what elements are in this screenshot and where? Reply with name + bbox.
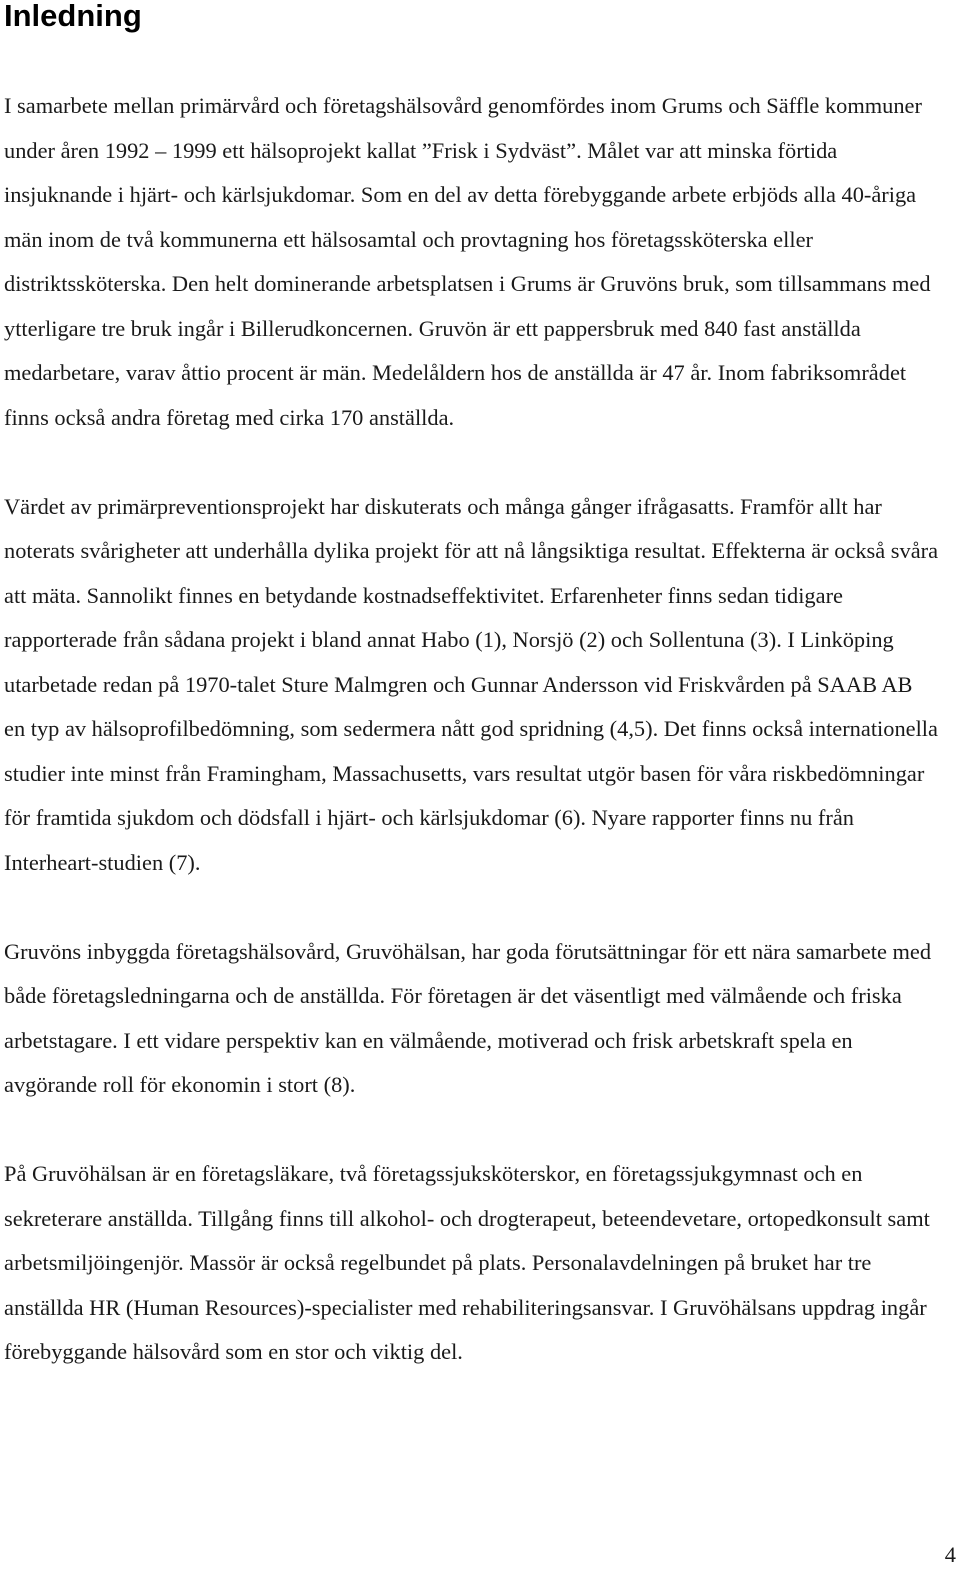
paragraph-introduction: I samarbete mellan primärvård och företagshälsovård genomfördes inom Grums och Säffle kommuner under åren 1992 – 1999 ett hälsoprojekt kallat ”Frisk i Sydväst”. Målet var att minska förtida insjuknande i hjärt- och kärlsjukdomar. Som en del av detta förebyggande arbete erbjöds alla 40-åriga män inom de två kommunerna ett hälsosamtal och provtagning hos företagssköterska eller distriktssköterska. Den helt dominerande arbetsplatsen i Grums är Gruvöns bruk, som tillsammans med ytterligare tre bruk ingår i Billerudkoncernen. Gruvön är ett pappersbruk med 840 fast anställda medarbetare, varav åttio procent är män. Medelåldern hos de anställda är 47 år. Inom fabriksområdet finns också andra företag med cirka 170 anställda.: [4, 93, 931, 430]
paragraph-gruvohalsan-collaboration: Gruvöns inbyggda företagshälsovård, Gruvöhälsan, har goda förutsättningar för ett nära samarbete med både företagsledningarna och de anställda. För företagen är det väsentligt med välmående och friska arbetstagare. I ett vidare perspektiv kan en välmående, motiverad och frisk arbetskraft spela en avgörande roll för ekonomin i stort (8).: [4, 938, 932, 1097]
page-number: 4: [944, 1542, 956, 1567]
paragraph-primary-prevention: Värdet av primärpreventionsprojekt har diskuterats och många gånger ifrågasatts. Framför allt har noterats svårigheter att underhålla dylika projekt för att nå långsiktiga resultat. Effekterna är också svåra att mäta. Sannolikt finnes en betydande kostnadseffektivitet. Erfarenheter finns sedan tidigare rapporterade från sådana projekt i bland annat Habo (1), Norsjö (2) och Sollentuna (3). I Linköping utarbetade redan på 1970-talet Sture Malmgren och Gunnar Andersson vid Friskvården på SAAB AB en typ av hälsoprofilbedömning, som sedermera nått god spridning (4,5). Det finns också internationella studier inte minst från Framingham, Massachusetts, vars resultat utgör basen för våra riskbedömningar för framtida sjukdom och dödsfall i hjärt- och kärlsjukdomar (6). Nyare rapporter finns nu från Interheart-studien (7).: [4, 493, 939, 875]
section-heading: Inledning: [4, 0, 142, 33]
document-body: [4, 84, 939, 1419]
paragraph-gruvohalsan-staff: På Gruvöhälsan är en företagsläkare, två företagssjuksköterskor, en företagssjukgymnast och en sekreterare anställda. Tillgång finns till alkohol- och drogterapeut, beteendevetare, ortopedkonsult samt arbetsmiljöingenjör. Massör är också regelbundet på plats. Personalavdelningen på bruket har tre anställda HR (Human Resources)-specialister med rehabiliteringsansvar. I Gruvöhälsans uppdrag ingår förebyggande hälsovård som en stor och viktig del.: [4, 1161, 930, 1364]
